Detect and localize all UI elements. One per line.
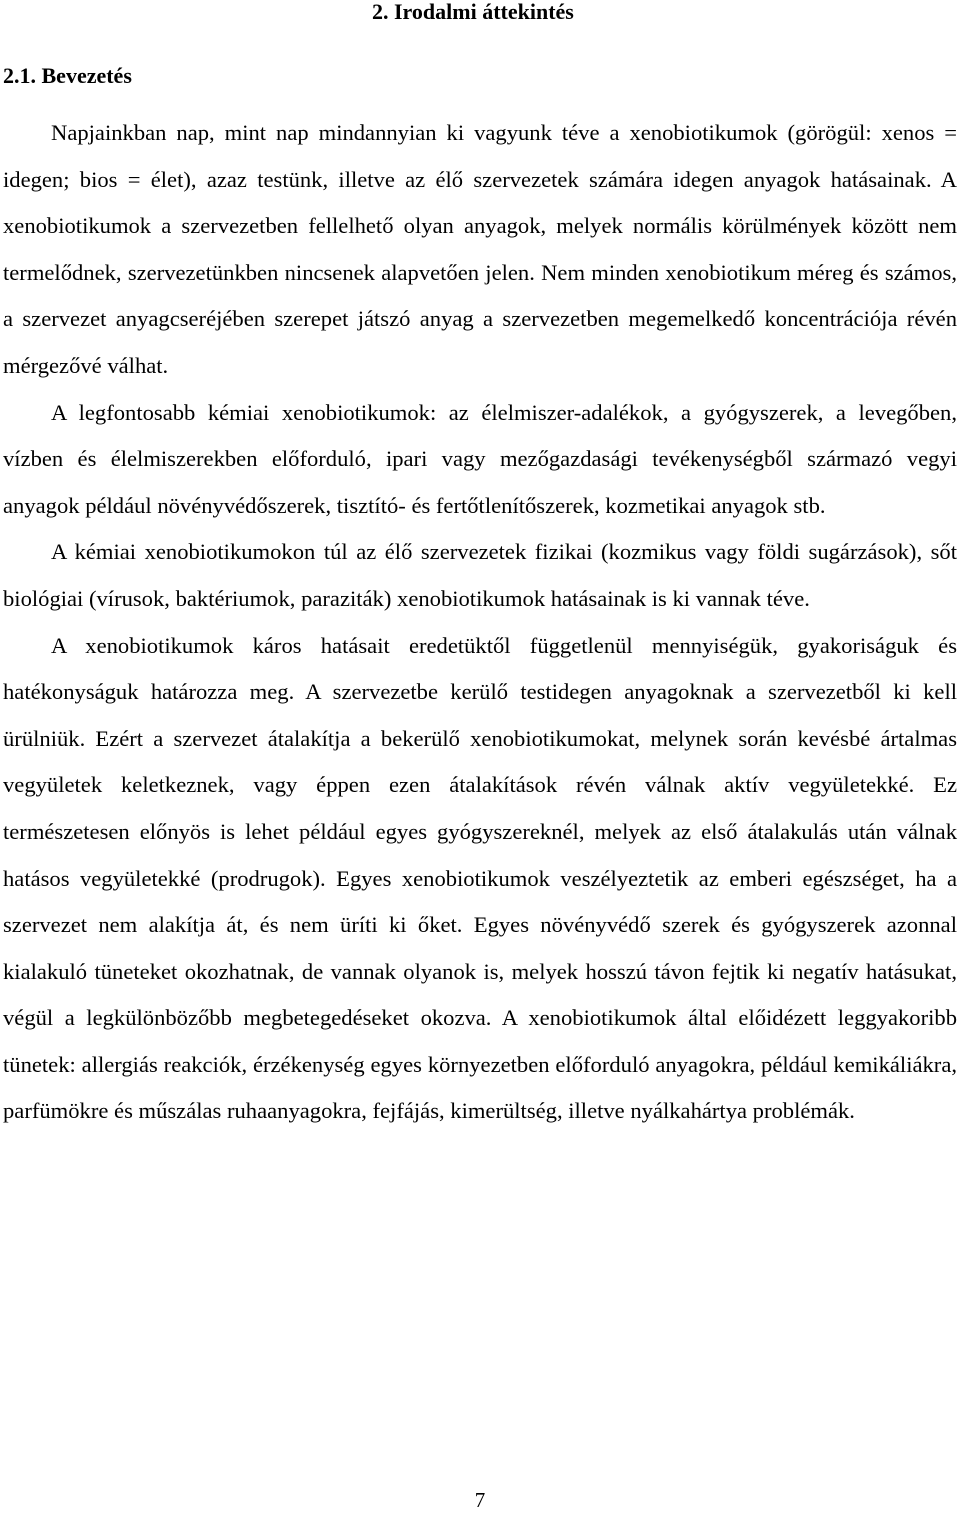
paragraph-physical-biological: A kémiai xenobiotikumokon túl az élő szervezetek fizikai (kozmikus vagy földi sugárzások), sőt biológiai (vírusok, baktériumok, paraziták) xenobiotikumok hatásainak is ki vannak téve.	[3, 539, 957, 611]
section-title: 2.1. Bevezetés	[3, 63, 132, 88]
paragraph-harmful-effects: A xenobiotikumok káros hatásait eredetüktől függetlenül mennyiségük, gyakoriságuk és hatékonyságuk határozza meg. A szervezetbe kerülő testidegen anyagoknak a szervezetből ki kell ürülniük. Ezért a szervezet átalakítja a bekerülő xenobiotikumokat, melynek során kevésbé ártalmas vegyületek keletkeznek, vagy éppen ezen átalakítások révén válnak aktív vegyületekké. Ez természetesen előnyös is lehet például egyes gyógyszereknél, melyek az első átalakulás után válnak hatásos vegyületekké (prodrugok). Egyes xenobiotikumok veszélyeztetik az emberi egészséget, ha a szervezet nem alakítja át, és nem üríti ki őket. Egyes növényvédő szerek és gyógyszerek azonnal kialakuló tüneteket okozhatnak, de vannak olyanok is, melyek hosszú távon fejtik ki negatív hatásukat, végül a legkülönbözőbb megbetegedéseket okozva. A xenobiotikumok által előidézett leggyakoribb tünetek: allergiás reakciók, érzékenység egyes környezetben előforduló anyagokra, például kemikáliákra, parfümökre és műszálas ruhaanyagokra, fejfájás, kimerültség, illetve nyálkahártya problémák.	[3, 632, 957, 1124]
body-text	[3, 110, 957, 1135]
page-number: 7	[474, 1488, 486, 1512]
paragraph-chemical-xenobiotics: A legfontosabb kémiai xenobiotikumok: az élelmiszer-adalékok, a gyógyszerek, a levegőben, vízben és élelmiszerekben előforduló, ipari vagy mezőgazdasági tevékenységből származó vegyi anyagok például növényvédőszerek, tisztító- és fertőtlenítőszerek, kozmetikai anyagok stb.	[3, 399, 957, 518]
paragraph-intro: Napjainkban nap, mint nap mindannyian ki vagyunk téve a xenobiotikumok (görögül: xenos = idegen; bios = élet), azaz testünk, illetve az élő szervezetek számára idegen anyagok hatásainak. A xenobiotikumok a szervezetben fellelhető olyan anyagok, melyek normális körülmények között nem termelődnek, szervezetünkben nincsenek alapvetően jelen. Nem minden xenobiotikum méreg és számos, a szervezet anyagcseréjében szerepet játszó anyag a szervezetben megemelkedő koncentrációja révén mérgezővé válhat.	[3, 120, 957, 378]
chapter-title: 2. Irodalmi áttekintés	[372, 0, 574, 24]
